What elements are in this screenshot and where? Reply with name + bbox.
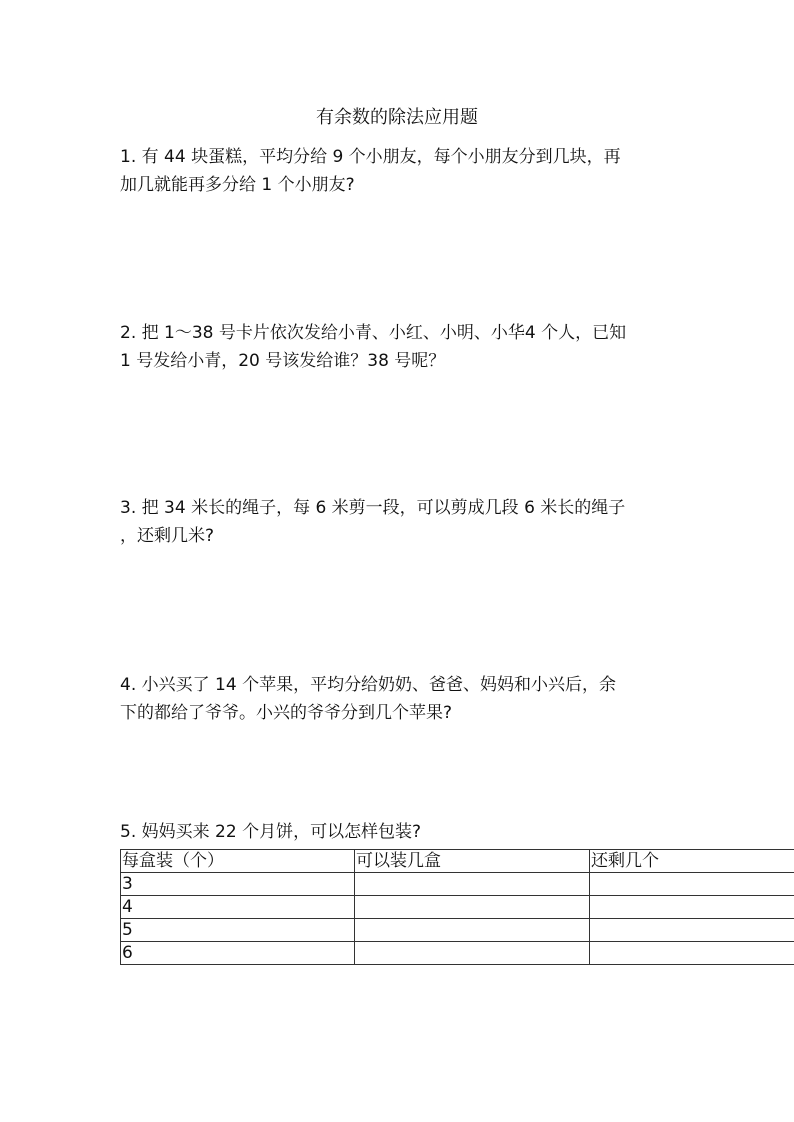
table-row xyxy=(121,873,794,896)
table-cell: 3 xyxy=(121,873,355,896)
table-cell: 4 xyxy=(121,896,355,919)
table-cell[interactable] xyxy=(355,919,590,942)
table-header-row xyxy=(121,850,794,873)
question-5-line-1: 5. 妈妈买来 22 个月饼，可以怎样包装? xyxy=(120,822,422,842)
question-2 xyxy=(120,319,690,375)
table-cell: 5 xyxy=(121,919,355,942)
table-cell[interactable] xyxy=(355,873,590,896)
table-cell[interactable] xyxy=(590,873,794,896)
question-2-line-2: 1 号发给小青，20 号该发给谁？38 号呢？ xyxy=(120,351,446,371)
table-row xyxy=(121,942,794,965)
question-3-line-1: 3. 把 34 米长的绳子，每 6 米剪一段，可以剪成几段 6 米长的绳子 xyxy=(120,498,626,518)
table-cell[interactable] xyxy=(590,919,794,942)
question-2-line-1: 2. 把 1～38 号卡片依次发给小青、小红、小明、小华4 个人，已知 xyxy=(120,323,627,343)
question-3-line-2: ，还剩几米? xyxy=(120,526,215,546)
table-cell[interactable] xyxy=(590,942,794,965)
question-1-line-1: 1. 有 44 块蛋糕，平均分给 9 个小朋友，每个小朋友分到几块，再 xyxy=(120,147,621,167)
table-header-cell: 可以装几盒 xyxy=(355,850,590,873)
question-1 xyxy=(120,143,690,199)
table-cell[interactable] xyxy=(355,942,590,965)
question-1-line-2: 加几就能再多分给 1 个小朋友? xyxy=(120,175,355,195)
question-3 xyxy=(120,494,690,550)
table-row xyxy=(121,896,794,919)
table-header-cell: 每盒装（个） xyxy=(121,850,355,873)
packing-table-container xyxy=(120,849,794,965)
question-4 xyxy=(120,671,690,727)
page-title: 有余数的除法应用题 xyxy=(316,107,478,128)
table-row xyxy=(121,919,794,942)
table-cell: 6 xyxy=(121,942,355,965)
table-cell[interactable] xyxy=(590,896,794,919)
question-4-line-1: 4. 小兴买了 14 个苹果，平均分给奶奶、爸爸、妈妈和小兴后，余 xyxy=(120,675,617,695)
table-cell[interactable] xyxy=(355,896,590,919)
packing-table xyxy=(120,849,794,965)
question-5 xyxy=(120,818,690,846)
table-header-cell: 还剩几个 xyxy=(590,850,794,873)
question-4-line-2: 下的都给了爷爷。小兴的爷爷分到几个苹果? xyxy=(120,703,453,723)
